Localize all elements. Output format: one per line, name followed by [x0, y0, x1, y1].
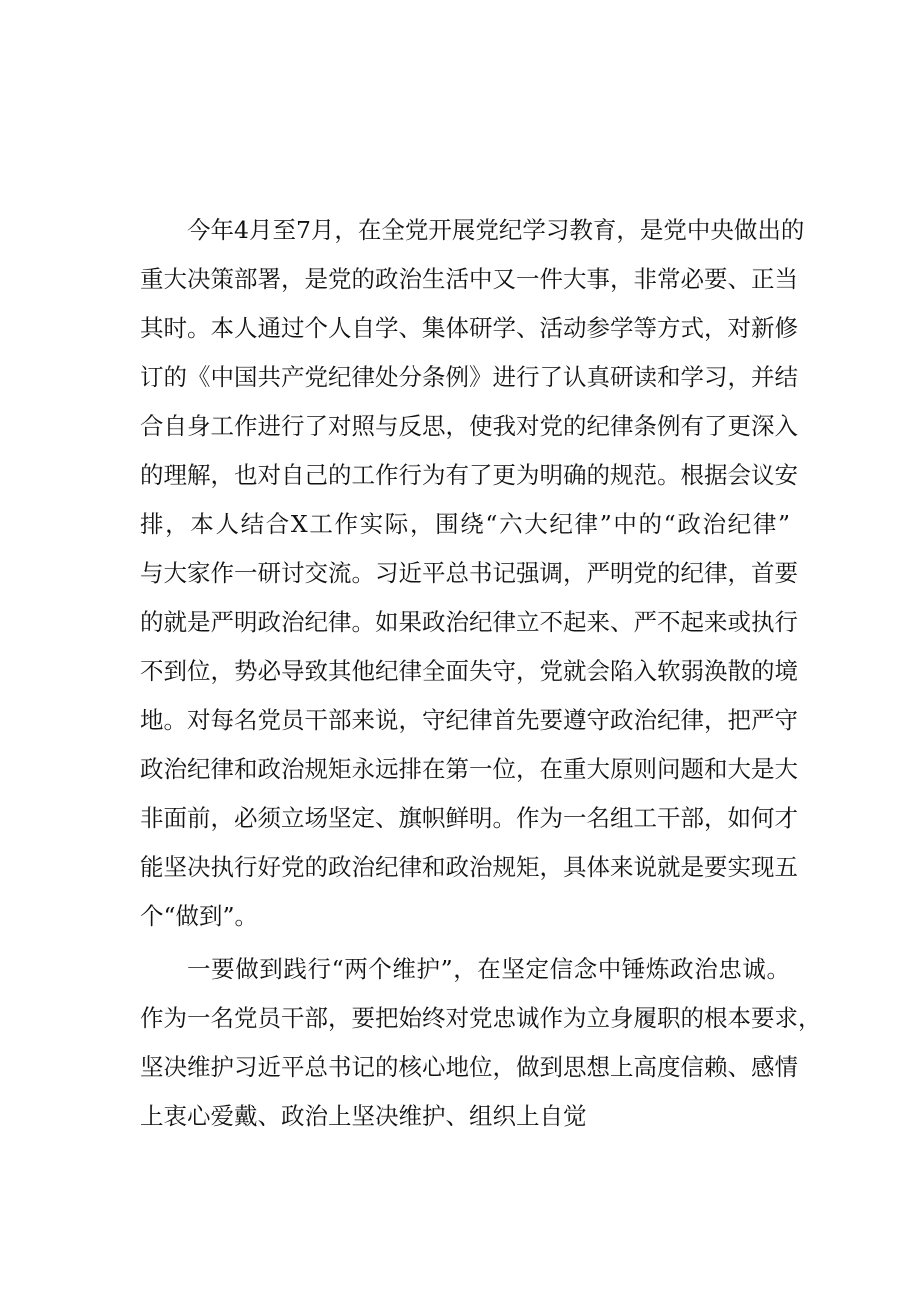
text-line: 上衷心爱戴、政治上坚决维护、组织上自觉	[140, 1102, 587, 1130]
paragraph-intro	[140, 206, 805, 941]
text-line: 合自身工作进行了对照与反思，使我对党的纪律条例有了更深入	[140, 412, 798, 440]
text-line: 坚决维护习近平总书记的核心地位，做到思想上高度信赖、感情	[140, 1053, 798, 1081]
text-line: 的就是严明政治纪律。如果政治纪律立不起来、严不起来或执行	[140, 608, 798, 636]
text-line: 重大决策部署，是党的政治生活中又一件大事，非常必要、正当	[140, 265, 798, 293]
text-line: 个“做到”。	[140, 902, 259, 930]
text-line: 作为一名党员干部，要把始终对党忠诚作为立身履职的根本要求，	[140, 1004, 822, 1032]
text-line: 一要做到践行“两个维护”，在坚定信念中锤炼政治忠诚。	[187, 955, 790, 983]
text-line: 其时。本人通过个人自学、集体研学、活动参学等方式，对新修	[140, 314, 798, 342]
text-line: 今年4月至7月，在全党开展党纪学习教育，是党中央做出的	[187, 216, 805, 244]
paragraph-point-one	[140, 945, 822, 1141]
text-line: 非面前，必须立场坚定、旗帜鲜明。作为一名组工干部，如何才	[140, 804, 798, 832]
text-line: 订的《中国共产党纪律处分条例》进行了认真研读和学习，并结	[140, 363, 798, 391]
text-line: 政治纪律和政治规矩永远排在第一位，在重大原则问题和大是大	[140, 755, 798, 783]
text-line: 不到位，势必导致其他纪律全面失守，党就会陷入软弱涣散的境	[140, 657, 798, 685]
document-body	[140, 206, 822, 1141]
text-line: 排，本人结合X工作实际，围绕“六大纪律”中的“政治纪律”	[140, 510, 790, 538]
text-line: 与大家作一研讨交流。习近平总书记强调，严明党的纪律，首要	[140, 559, 798, 587]
text-line: 的理解，也对自己的工作行为有了更为明确的规范。根据会议安	[140, 461, 798, 489]
text-line: 地。对每名党员干部来说，守纪律首先要遵守政治纪律，把严守	[140, 706, 798, 734]
text-line: 能坚决执行好党的政治纪律和政治规矩，具体来说就是要实现五	[140, 853, 798, 881]
